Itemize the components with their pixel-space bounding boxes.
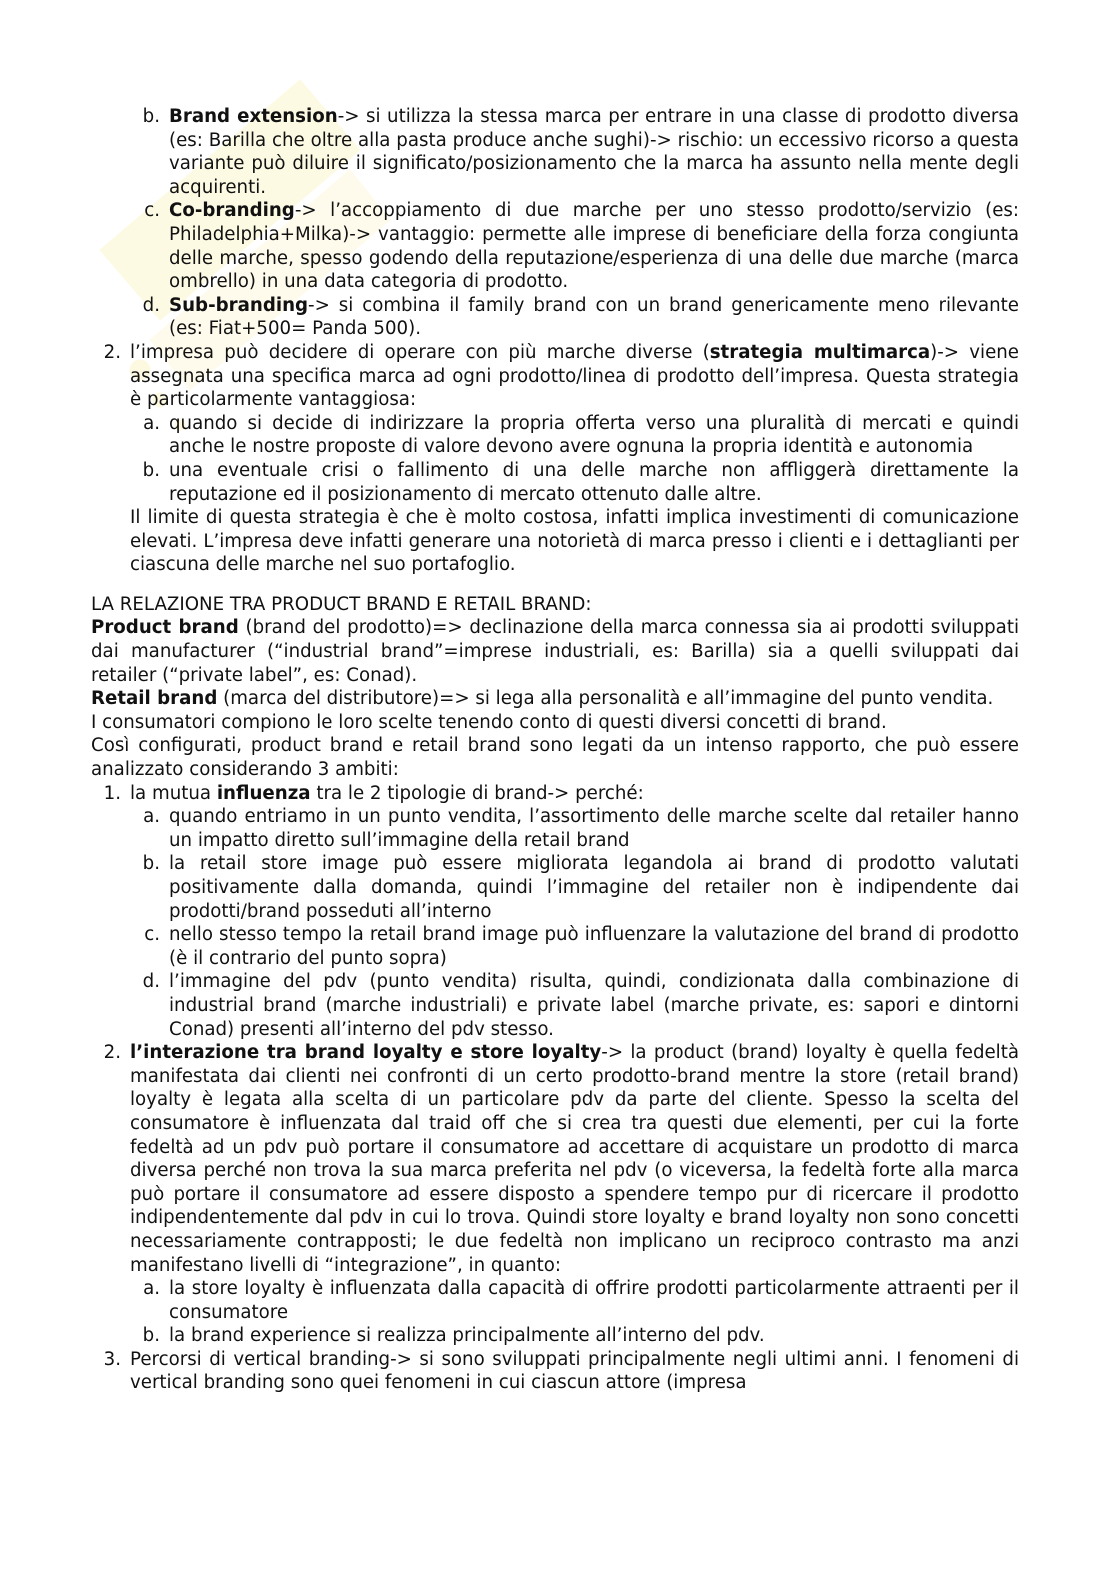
list-item	[91, 294, 1019, 341]
list-marker: b.	[142, 853, 160, 875]
item-text: -> la product (brand) loyalty è quella fedeltà manifestata dai clienti nei confronti di un certo prodotto-brand mentre la store (retail brand) loyalty è legata alla scelta di un particolare pdv da parte del cliente. Spesso la scelta del consumatore è influenzata dal traid off che si crea tra questi due elementi, per cui la forte fedeltà ad un pdv può portare il consumatore ad accettare di acquistare un prodotto di marca diversa perché non trova la sua marca preferita nel pdv (o viceversa, la fedeltà forte alla marca può portare il consumatore ad essere disposto a spendere tempo pur di ricercare il prodotto indipendentemente dal pdv in cui lo trova. Quindi store loyalty e brand loyalty non sono concetti necessariamente contrapposti; le due fedeltà non implicano un reciproco contrasto ma anzi manifestano livelli di “integrazione”, in quanto:	[130, 1042, 1020, 1276]
list-marker: b.	[142, 459, 160, 481]
item-text: -> si combina il family brand con un brand genericamente meno rilevante (es: Fiat+500= Panda 500).	[169, 294, 1019, 340]
item-text: l’impresa può decidere di operare con più marche diverse (	[130, 341, 710, 363]
list-item	[91, 459, 1019, 506]
item-text: quando entriamo in un punto vendita, l’assortimento delle marche scelte dal retailer hanno un impatto diretto sull’immagine della retail brand	[169, 806, 1019, 851]
item-text: una eventuale crisi o fallimento di una delle marche non affliggerà direttamente la reputazione ed il posizionamento di mercato ottenuto dalle altre.	[169, 459, 1019, 505]
list-item	[91, 1041, 1019, 1277]
paragraph-text: (brand del prodotto)=> declinazione della marca connessa sia ai prodotti sviluppati dai manufacturer (“industrial brand”=imprese industriali, es: Barilla) sia a quelli sviluppati dai retailer (“private label”, es: Conad).	[91, 617, 1020, 686]
paragraph	[91, 616, 1019, 687]
list-item	[91, 1324, 1019, 1348]
term-strategia-multimarca: strategia multimarca	[709, 341, 931, 363]
item-text: -> l’accoppiamento di due marche per uno stesso prodotto/servizio (es: Philadelphia+Milka)-> vantaggio: permette alle imprese di beneficiare della forza congiunta delle marche, spesso godendo della reputazione/esperienza di una delle due marche (marca ombrello) in una data categoria di prodotto.	[169, 200, 1019, 293]
item-text: tra le 2 tipologie di brand-> perché:	[310, 782, 644, 804]
list-marker: c.	[144, 924, 160, 946]
item-text: la store loyalty è influenzata dalla capacità di offrire prodotti particolarmente attraenti per il consumatore	[169, 1278, 1019, 1323]
list-item	[91, 852, 1019, 923]
paragraph: Così configurati, product brand e retail brand sono legati da un intenso rapporto, che può essere analizzato considerando 3 ambiti:	[91, 735, 1019, 781]
list-item	[91, 970, 1019, 1041]
list-marker: a.	[143, 1278, 160, 1300]
item-text: nello stesso tempo la retail brand image può influenzare la valutazione del brand di prodotto (è il contrario del punto sopra)	[169, 924, 1019, 969]
list-marker: 3.	[103, 1348, 121, 1370]
item-text: l’immagine del pdv (punto vendita) risulta, quindi, condizionata dalla combinazione di industrial brand (marche industriali) e private label (marche private, es: sapori e dintorni Conad) presenti all’interno del pdv stesso.	[169, 971, 1019, 1040]
list-marker: 1.	[103, 782, 121, 804]
list-item	[91, 105, 1019, 199]
section-heading: LA RELAZIONE TRA PRODUCT BRAND E RETAIL BRAND:	[91, 593, 592, 615]
list-marker: b.	[142, 1325, 160, 1347]
list-item	[91, 199, 1019, 293]
list-marker: 2.	[103, 1042, 121, 1064]
item-text: la mutua	[130, 782, 217, 804]
list-item	[91, 782, 1019, 806]
item-text: Percorsi di vertical branding-> si sono sviluppati principalmente negli ultimi anni. I fenomeni di vertical branding sono quei fenomeni in cui ciascun attore (impresa	[130, 1348, 1019, 1394]
document-body	[91, 105, 1019, 1395]
list-marker: b.	[142, 106, 160, 127]
list-marker: c.	[144, 200, 160, 222]
term-brand-extension: Brand extension	[169, 106, 338, 127]
paragraph	[91, 687, 1019, 711]
list-marker: 2.	[103, 341, 121, 363]
list-marker: a.	[143, 806, 160, 828]
item-text: -> si utilizza la stessa marca per entrare in una classe di prodotto diversa (es: Barilla che oltre alla pasta produce anche sughi)-> rischio: un eccessivo ricorso a questa variante può diluire il significato/posizionamento che la marca ha assunto nella mente degli acquirenti.	[169, 106, 1019, 198]
item-text: la retail store image può essere migliorata legandola ai brand di prodotto valutati positivamente dalla domanda, quindi l’immagine del retailer non è indipendente dai prodotti/brand posseduti all’interno	[169, 853, 1019, 922]
term-sub-branding: Sub-branding	[169, 294, 309, 316]
term-product-brand: Product brand	[91, 617, 239, 639]
list-item	[91, 805, 1019, 852]
list-item	[91, 1277, 1019, 1324]
item-text: )-> viene assegnata una specifica marca ad ogni prodotto/linea di prodotto dell’impresa. Questa strategia è particolarmente vantaggiosa:	[130, 341, 1019, 411]
list-item	[91, 341, 1019, 412]
paragraph: I consumatori compiono le loro scelte tenendo conto di questi diversi concetti di brand.	[91, 711, 887, 733]
term-co-branding: Co-branding	[169, 200, 295, 222]
paragraph-text: (marca del distributore)=> si lega alla personalità e all’immagine del punto vendita.	[217, 688, 994, 710]
list-marker: d.	[142, 971, 160, 993]
item-text: la brand experience si realizza principalmente all’interno del pdv.	[169, 1325, 765, 1347]
term-interazione-loyalty: l’interazione tra brand loyalty e store loyalty	[130, 1042, 602, 1064]
term-influenza: influenza	[216, 782, 311, 804]
list-marker: a.	[143, 412, 160, 434]
term-retail-brand: Retail brand	[91, 688, 218, 710]
paragraph: Il limite di questa strategia è che è molto costosa, infatti implica investimenti di comunicazione elevati. L’impresa deve infatti generare una notorietà di marca presso i clienti e i dettaglianti per ciascuna delle marche nel suo portafoglio.	[130, 507, 1019, 576]
list-marker: d.	[142, 294, 160, 316]
list-item	[91, 1348, 1019, 1395]
item-text: quando si decide di indirizzare la propria offerta verso una pluralità di mercati e quindi anche le nostre proposte di valore devono avere ognuna la propria identità e autonomia	[169, 412, 1019, 458]
list-item	[91, 923, 1019, 970]
list-item	[91, 412, 1019, 459]
